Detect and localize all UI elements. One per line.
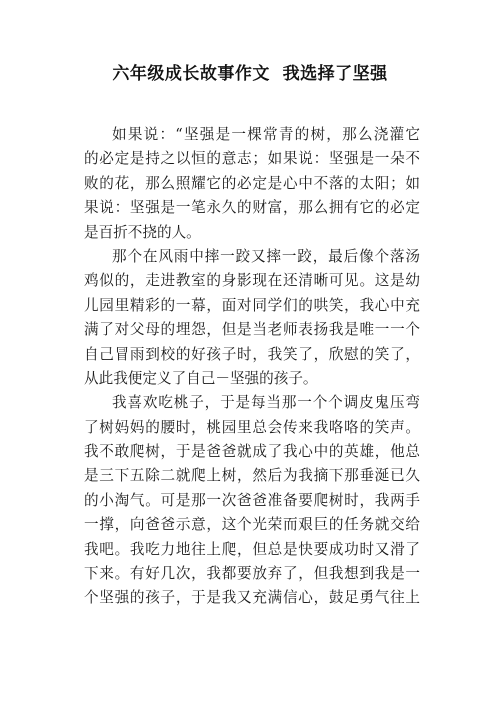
paragraph: [84, 245, 420, 391]
text-line: 我喜欢吃桃子，于是每当那一个个调皮鬼压弯: [112, 394, 420, 412]
text-line: 一撑，向爸爸示意，这个光荣而艰巨的任务就交给: [84, 516, 420, 534]
paragraph: [84, 391, 420, 611]
text-line: 我吧。我吃力地往上爬，但总是快要成功时又滑了: [84, 540, 420, 558]
text-line: 了树妈妈的腰时，桃园里总会传来我咯咯的笑声。: [84, 418, 420, 436]
document-title: 六年级成长故事作文 我选择了坚强: [112, 64, 388, 84]
text-line: 的必定是持之以恒的意志；如果说：坚强是一朵不: [84, 150, 420, 168]
text-line: 的小淘气。可是那一次爸爸准备要爬树时，我两手: [84, 491, 420, 509]
text-line: 个坚强的孩子，于是我又充满信心，鼓足勇气往上: [84, 589, 420, 607]
text-line: 满了对父母的埋怨，但是当老师表扬我是唯一一个: [84, 321, 420, 339]
text-line: 如果说：“坚强是一棵常青的树，那么浇灌它: [112, 126, 420, 143]
text-line: 下来。有好几次，我都要放弃了，但我想到我是一: [84, 565, 420, 583]
text-line: 果说：坚强是一笔永久的财富，那么拥有它的必定: [84, 199, 420, 217]
text-line: 鸡似的，走进教室的身影现在还清晰可见。这是幼: [84, 272, 420, 290]
text-line: 儿园里精彩的一幕，面对同学们的哄笑，我心中充: [84, 296, 420, 314]
document-body: [84, 123, 420, 611]
text-line: 那个在风雨中摔一跤又摔一跤，最后像个落汤: [112, 247, 420, 265]
text-line: 自己冒雨到校的好孩子时，我笑了，欣慰的笑了，: [84, 345, 420, 363]
text-line: 从此我便定义了自己－坚强的孩子。: [84, 369, 318, 387]
text-line: 是三下五除二就爬上树，然后为我摘下那垂涎已久: [84, 467, 420, 485]
text-line: 是百折不挠的人。: [84, 223, 201, 241]
text-line: 我不敢爬树，于是爸爸就成了我心中的英雄，他总: [84, 443, 420, 461]
text-line: 败的花，那么照耀它的必定是心中不落的太阳；如: [84, 174, 420, 192]
paragraph: [84, 123, 420, 245]
